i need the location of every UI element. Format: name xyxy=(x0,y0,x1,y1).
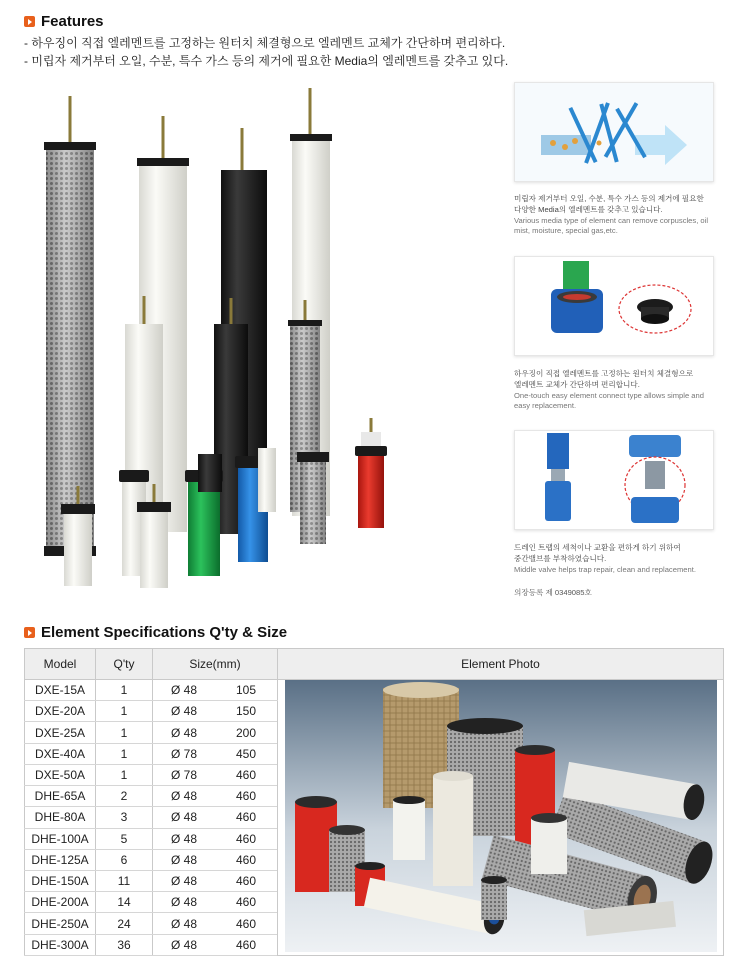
cell-model: DXE-20A xyxy=(25,701,96,722)
cell-qty: 36 xyxy=(96,934,153,955)
element-photo xyxy=(285,680,717,952)
cell-qty: 1 xyxy=(96,764,153,785)
cell-qty: 1 xyxy=(96,701,153,722)
cell-length: 450 xyxy=(215,743,278,764)
spec-table xyxy=(24,648,724,956)
cell-model: DXE-40A xyxy=(25,743,96,764)
cell-qty: 24 xyxy=(96,913,153,934)
spec-title: Element Specifications Q'ty & Size xyxy=(41,624,288,641)
cell-diameter: Ø 48 xyxy=(153,934,216,955)
side-caption-2: 하우징이 직접 엘레멘트를 고정하는 원터치 체결형으로 엘레멘트 교체가 간단하며 편리합니다. One-touch easy element connect type allows simple and easy replacement. xyxy=(514,369,704,411)
cell-model: DHE-300A xyxy=(25,934,96,955)
cell-model: DHE-200A xyxy=(25,892,96,913)
one-touch-connect-illustration xyxy=(514,256,714,356)
cell-qty: 1 xyxy=(96,743,153,764)
cell-diameter: Ø 48 xyxy=(153,870,216,891)
cell-model: DHE-125A xyxy=(25,849,96,870)
cell-model: DHE-100A xyxy=(25,828,96,849)
col-qty: Q'ty xyxy=(96,649,153,680)
cell-length: 460 xyxy=(215,849,278,870)
cell-length: 460 xyxy=(215,807,278,828)
cell-diameter: Ø 78 xyxy=(153,743,216,764)
cell-qty: 1 xyxy=(96,722,153,743)
cell-qty: 11 xyxy=(96,870,153,891)
cell-length: 460 xyxy=(215,892,278,913)
table-row xyxy=(25,680,724,701)
cell-length: 460 xyxy=(215,764,278,785)
cell-length: 460 xyxy=(215,913,278,934)
orange-arrow-icon xyxy=(24,627,35,638)
cell-qty: 5 xyxy=(96,828,153,849)
cell-diameter: Ø 78 xyxy=(153,764,216,785)
feature-line-1: - 하우징이 직접 엘레멘트를 고정하는 원터치 체결형으로 엘레멘트 교체가 간단하며 편리하다. xyxy=(24,36,506,50)
side-caption-3: 드레인 트랩의 세척이나 교환을 편하게 하기 위하여 중간밸브를 부착하였습니다. Middle valve helps trap repair, clean and replacement. xyxy=(514,543,696,574)
cell-model: DHE-150A xyxy=(25,870,96,891)
cell-model: DHE-250A xyxy=(25,913,96,934)
cell-diameter: Ø 48 xyxy=(153,786,216,807)
table-header-row xyxy=(25,649,724,680)
cell-model: DXE-15A xyxy=(25,680,96,701)
cell-diameter: Ø 48 xyxy=(153,828,216,849)
feature-line-2: - 미립자 제거부터 오일, 수분, 특수 가스 등의 제거에 필요한 Media의 엘레멘트를 갖추고 있다. xyxy=(24,54,509,68)
cell-qty: 6 xyxy=(96,849,153,870)
cell-length: 460 xyxy=(215,870,278,891)
cell-diameter: Ø 48 xyxy=(153,680,216,701)
cell-model: DXE-50A xyxy=(25,764,96,785)
orange-arrow-icon xyxy=(24,16,35,27)
side-caption-1: 미립자 제거부터 오일, 수분, 특수 가스 등의 제거에 필요한 다양한 Media의 엘레멘트를 갖추고 있습니다. Various media type of element can remove corpuscles, oil mist, moisture, special gas,etc. xyxy=(514,194,709,236)
col-model: Model xyxy=(25,649,96,680)
cell-qty: 2 xyxy=(96,786,153,807)
cell-diameter: Ø 48 xyxy=(153,701,216,722)
cell-length: 460 xyxy=(215,828,278,849)
cell-length: 200 xyxy=(215,722,278,743)
cell-qty: 3 xyxy=(96,807,153,828)
cell-diameter: Ø 48 xyxy=(153,722,216,743)
cell-length: 460 xyxy=(215,934,278,955)
cell-model: DHE-65A xyxy=(25,786,96,807)
filter-elements-photo xyxy=(24,86,498,596)
features-title: Features xyxy=(41,13,104,30)
cell-model: DHE-80A xyxy=(25,807,96,828)
cell-diameter: Ø 48 xyxy=(153,849,216,870)
cell-model: DXE-25A xyxy=(25,722,96,743)
cell-qty: 14 xyxy=(96,892,153,913)
cell-length: 460 xyxy=(215,786,278,807)
element-photo-cell xyxy=(278,680,724,956)
col-size: Size(mm) xyxy=(153,649,278,680)
cell-length: 150 xyxy=(215,701,278,722)
middle-valve-illustration xyxy=(514,430,714,530)
features-heading xyxy=(24,13,104,30)
col-photo: Element Photo xyxy=(278,649,724,680)
spec-heading xyxy=(24,624,287,641)
media-illustration xyxy=(514,82,714,182)
cell-diameter: Ø 48 xyxy=(153,913,216,934)
cell-diameter: Ø 48 xyxy=(153,892,216,913)
cell-length: 105 xyxy=(215,680,278,701)
cell-qty: 1 xyxy=(96,680,153,701)
design-registration: 의장등록 제 0349085호 xyxy=(514,588,592,597)
cell-diameter: Ø 48 xyxy=(153,807,216,828)
